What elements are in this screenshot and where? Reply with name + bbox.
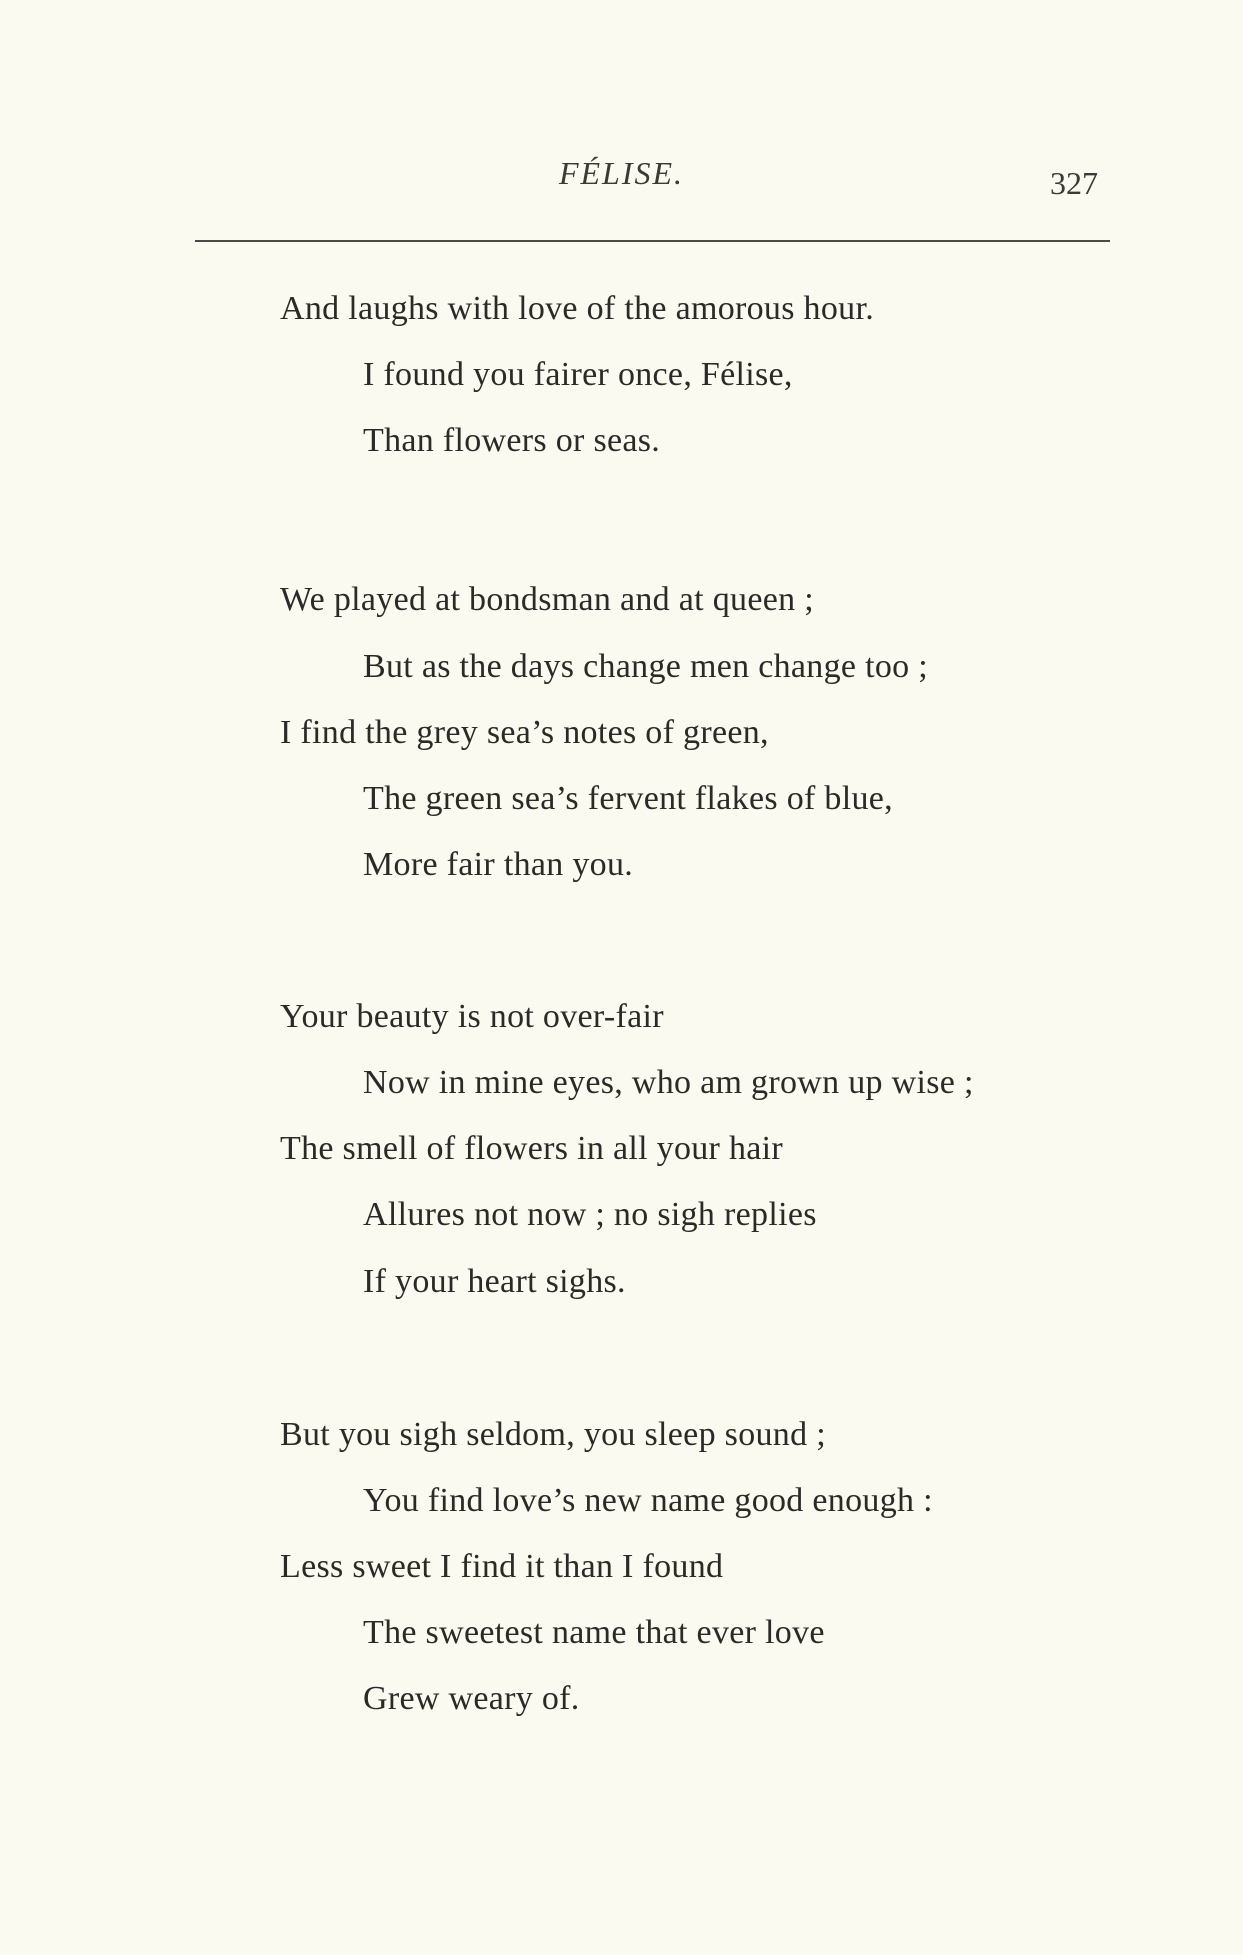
poem-line: Less sweet I find it than I found [280, 1548, 724, 1585]
poem-line: Your beauty is not over-fair [280, 998, 664, 1035]
poem-line: And laughs with love of the amorous hour. [280, 290, 875, 327]
poem-line: But you sigh seldom, you sleep sound ; [280, 1416, 826, 1453]
poem-line: I find the grey sea’s notes of green, [280, 714, 769, 751]
poem-line: Grew weary of. [363, 1680, 580, 1717]
poem-line: If your heart sighs. [363, 1263, 626, 1300]
poem-line: Allures not now ; no sigh replies [363, 1196, 817, 1233]
poem-line: The sweetest name that ever love [363, 1614, 825, 1651]
header-rule [195, 240, 1110, 242]
poem-line: I found you fairer once, Félise, [363, 356, 793, 393]
poem-line: You find love’s new name good enough : [363, 1482, 933, 1519]
page-number: 327 [1050, 165, 1098, 201]
poem-line: Now in mine eyes, who am grown up wise ; [363, 1064, 974, 1101]
poem-line: We played at bondsman and at queen ; [280, 581, 814, 618]
poem-line: But as the days change men change too ; [363, 648, 928, 685]
poem-line: Than flowers or seas. [363, 422, 661, 459]
running-title: FÉLISE. [558, 155, 685, 191]
poem-line: The green sea’s fervent flakes of blue, [363, 780, 893, 817]
poem-line: More fair than you. [363, 846, 634, 883]
poem-line: The smell of flowers in all your hair [280, 1130, 784, 1167]
